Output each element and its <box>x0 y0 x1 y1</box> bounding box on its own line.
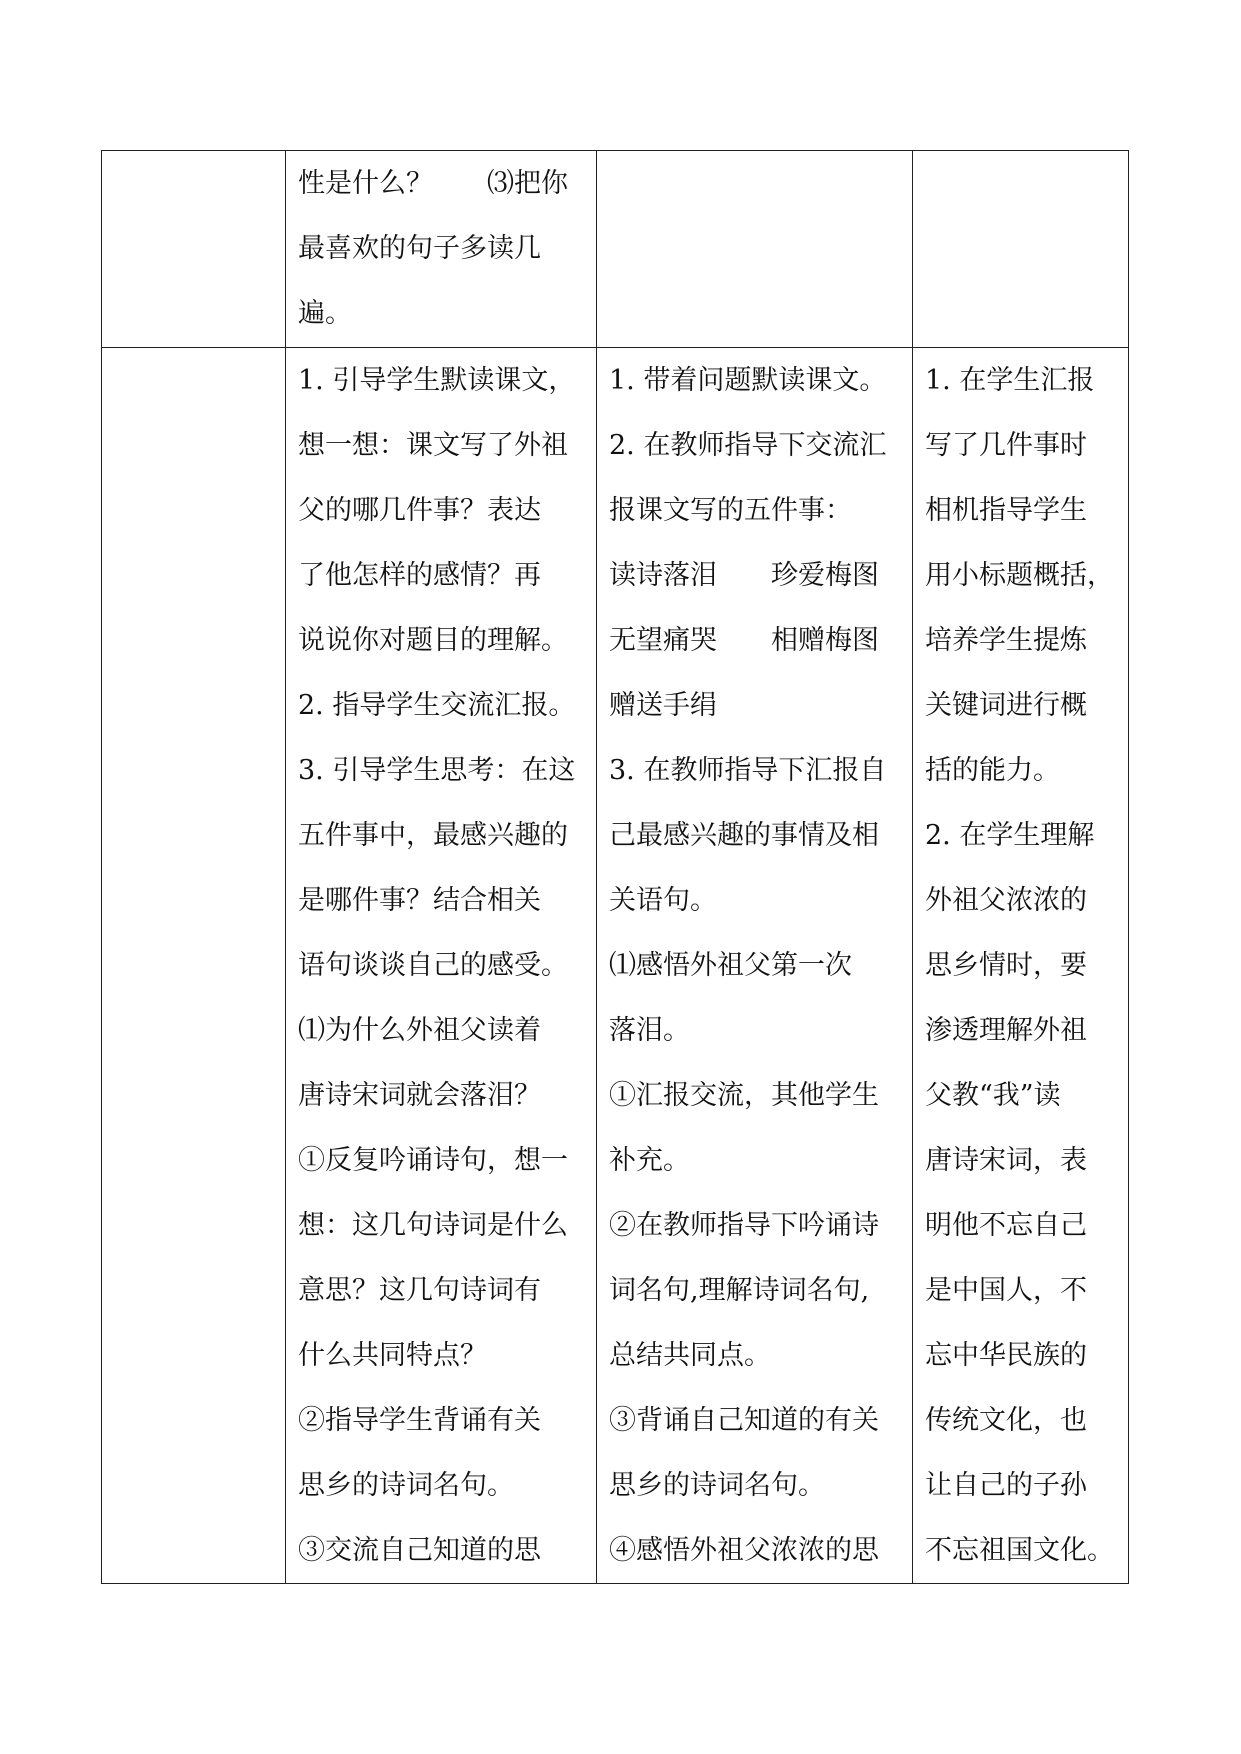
cell-line: ②指导学生背诵有关 <box>298 1405 541 1436</box>
table-row <box>102 348 1129 1584</box>
cell-line: 思乡情时，要 <box>925 950 1087 981</box>
cell-line: ①汇报交流，其他学生 <box>609 1080 879 1111</box>
cell-line: ⑴为什么外祖父读着 <box>298 1015 541 1046</box>
cell-line: 补充。 <box>609 1145 690 1176</box>
teacher-activity-cell <box>286 348 597 1584</box>
cell-line: ③背诵自己知道的有关 <box>609 1405 879 1436</box>
cell-line: 思乡的诗词名句。 <box>609 1470 825 1501</box>
cell-line: 2. 指导学生交流汇报。 <box>298 690 576 721</box>
cell-line: 3. 引导学生思考：在这 <box>298 755 576 786</box>
cell-line: 是哪件事？结合相关 <box>298 885 541 916</box>
cell-line: 词名句,理解诗词名句, <box>609 1275 870 1306</box>
cell-line: 1. 在学生汇报 <box>925 365 1095 396</box>
cell-line: 传统文化，也 <box>925 1405 1087 1436</box>
cell-line: 用小标题概括， <box>925 560 1114 591</box>
stage-cell <box>102 151 286 348</box>
cell-line: 性是什么？ ⑶把你 <box>298 168 568 199</box>
cell-line: 唐诗宋词，表 <box>925 1145 1087 1176</box>
cell-line: 不忘祖国文化。 <box>925 1535 1114 1566</box>
student-activity-cell <box>597 151 913 348</box>
cell-line: 父的哪几件事？表达 <box>298 495 541 526</box>
cell-line: 是中国人，不 <box>925 1275 1087 1306</box>
cell-line: 意思？这几句诗词有 <box>298 1275 541 1306</box>
cell-line: 让自己的子孙 <box>925 1470 1087 1501</box>
cell-line: 3. 在教师指导下汇报自 <box>609 755 887 786</box>
cell-line: 写了几件事时 <box>925 430 1087 461</box>
cell-line: 忘中华民族的 <box>925 1340 1087 1371</box>
cell-line: 赠送手绢 <box>609 690 717 721</box>
cell-line: 相机指导学生 <box>925 495 1087 526</box>
design-intent-cell <box>913 151 1129 348</box>
cell-line: ⑴感悟外祖父第一次 <box>609 950 852 981</box>
cell-line: 括的能力。 <box>925 755 1060 786</box>
cell-line: 己最感兴趣的事情及相 <box>609 820 879 851</box>
cell-line: ①反复吟诵诗句，想一 <box>298 1145 568 1176</box>
cell-line: 渗透理解外祖 <box>925 1015 1087 1046</box>
cell-line: 想一想：课文写了外祖 <box>298 430 568 461</box>
cell-line: 无望痛哭 相赠梅图 <box>609 625 879 656</box>
cell-line: 语句谈谈自己的感受。 <box>298 950 568 981</box>
cell-line: 2. 在学生理解 <box>925 820 1095 851</box>
cell-line: 遍。 <box>298 298 352 329</box>
stage-cell <box>102 348 286 1584</box>
cell-line: 关键词进行概 <box>925 690 1087 721</box>
design-intent-cell <box>913 348 1129 1584</box>
cell-line: 1. 引导学生默读课文， <box>298 365 576 396</box>
cell-line: 2. 在教师指导下交流汇 <box>609 430 887 461</box>
cell-line: 明他不忘自己 <box>925 1210 1087 1241</box>
cell-line: 了他怎样的感情？再 <box>298 560 541 591</box>
cell-line: 培养学生提炼 <box>925 625 1087 656</box>
cell-line: 1. 带着问题默读课文。 <box>609 365 887 396</box>
cell-line: 外祖父浓浓的 <box>925 885 1087 916</box>
cell-line: 关语句。 <box>609 885 717 916</box>
cell-line: 读诗落泪 珍爱梅图 <box>609 560 879 591</box>
cell-line: 唐诗宋词就会落泪？ <box>298 1080 541 1111</box>
cell-line: 什么共同特点？ <box>298 1340 487 1371</box>
student-activity-cell <box>597 348 913 1584</box>
cell-line: 最喜欢的句子多读几 <box>298 233 541 264</box>
cell-line: 思乡的诗词名句。 <box>298 1470 514 1501</box>
cell-line: 落泪。 <box>609 1015 690 1046</box>
cell-line: ④感悟外祖父浓浓的思 <box>609 1535 879 1566</box>
cell-line: 报课文写的五件事： <box>609 495 852 526</box>
lesson-plan-table <box>101 150 1129 1584</box>
cell-line: 说说你对题目的理解。 <box>298 625 568 656</box>
table-row <box>102 151 1129 348</box>
cell-line: 总结共同点。 <box>609 1340 771 1371</box>
cell-line: 父教“我”读 <box>925 1080 1061 1111</box>
teacher-activity-cell <box>286 151 597 348</box>
cell-line: 五件事中，最感兴趣的 <box>298 820 568 851</box>
cell-line: 想：这几句诗词是什么 <box>298 1210 568 1241</box>
cell-line: ②在教师指导下吟诵诗 <box>609 1210 879 1241</box>
cell-line: ③交流自己知道的思 <box>298 1535 541 1566</box>
